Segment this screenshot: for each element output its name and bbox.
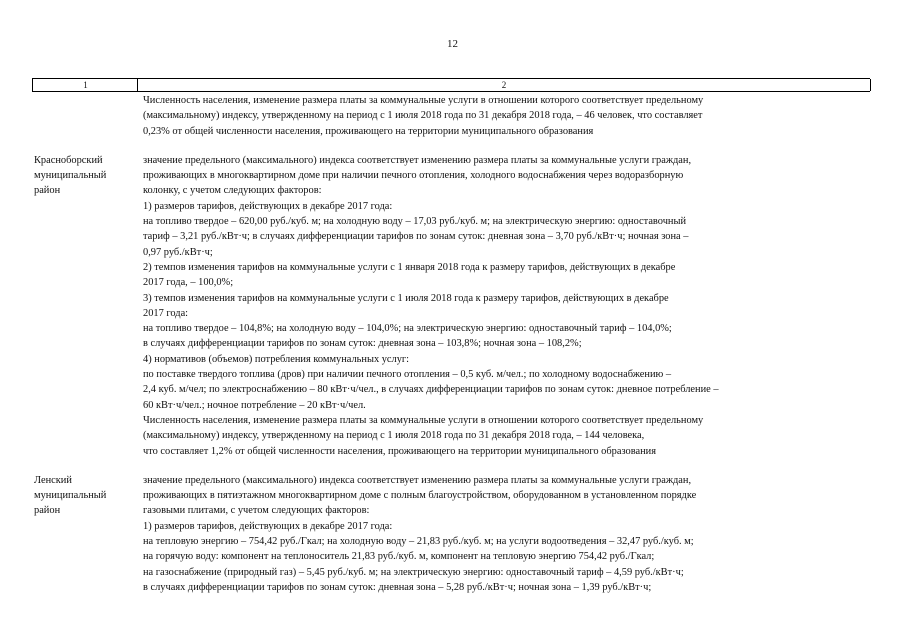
column-header-1: 1: [32, 79, 138, 91]
column-header-2: 2: [137, 79, 871, 91]
table-row: [32, 93, 870, 139]
text-line: на горячую воду: компонент на теплоноситель 21,83 руб./куб. м, компонент на тепловую энергию 754,42 руб./Гкал;: [143, 551, 655, 563]
text-line: 2) темпов изменения тарифов на коммунальные услуги с 1 января 2018 года к размеру тарифов, действующих в декабре: [143, 261, 676, 273]
text-line: 2017 года:: [143, 307, 189, 319]
text-line: тариф – 3,21 руб./кВт·ч; в случаях дифференциации тарифов по зонам суток: дневная зона – 3,70 руб./кВт·ч; ночная зона –: [143, 231, 689, 243]
text-line: значение предельного (максимального) индекса соответствует изменению размера платы за коммунальные услуги граждан,: [143, 154, 692, 166]
text-line: 0,97 руб./кВт·ч;: [143, 246, 213, 258]
text-line: Численность населения, изменение размера платы за коммунальные услуги в отношении которого соответствует предельному: [143, 414, 704, 426]
table-header-row: [32, 78, 870, 92]
table-body: [32, 93, 870, 609]
text-line: Численность населения, изменение размера платы за коммунальные услуги в отношении которого соответствует предельному: [143, 95, 704, 106]
text-line: 60 кВт·ч/чел.; ночное потребление – 20 кВт·ч/чел.: [143, 399, 366, 411]
text-line: на топливо твердое – 104,8%; на холодную воду – 104,0%; на электрическую энергию: одноставочный тариф – 104,0%;: [143, 323, 672, 335]
text-line: 3) темпов изменения тарифов на коммунальные услуги с 1 июля 2018 года к размеру тарифов, действующих в декабре: [143, 292, 669, 304]
text-line: что составляет 1,2% от общей численности населения, проживающего на территории муниципального образования: [143, 445, 656, 457]
text-line: на тепловую энергию – 754,42 руб./Гкал; на холодную воду – 21,83 руб./куб. м; на услуги водоотведения – 32,47 руб./куб. м;: [143, 536, 694, 548]
text-line: 2,4 куб. м/чел; по электроснабжению – 80 кВт·ч/чел., в случаях дифференциации тарифов по зонам суток: дневное потребление –: [143, 384, 719, 396]
text-line: на газоснабжение (природный газ) – 5,45 руб./куб. м; на электрическую энергию: одноставочный тариф – 4,59 руб./кВт·ч;: [143, 566, 684, 578]
text-line: значение предельного (максимального) индекса соответствует изменению размера платы за коммунальные услуги граждан,: [143, 474, 692, 486]
row-content: [143, 93, 870, 139]
row-content: [143, 473, 870, 595]
page-number: 12: [447, 38, 458, 50]
text-line: колонку, с учетом следующих факторов:: [143, 185, 322, 197]
table-row: [32, 473, 870, 595]
text-line: проживающих в пятиэтажном многоквартирном доме с полным благоустройством, оборудованном в установленном порядке: [143, 490, 697, 502]
text-line: проживающих в многоквартирном доме при наличии печного отопления, холодного водоснабжения через водоразборную: [143, 170, 684, 182]
table-row: [32, 153, 870, 459]
text-line: в случаях дифференциации тарифов по зонам суток: дневная зона – 5,28 руб./кВт·ч; ночная зона – 1,39 руб./кВт·ч;: [143, 581, 652, 593]
text-line: 4) нормативов (объемов) потребления коммунальных услуг:: [143, 353, 410, 365]
text-line: на топливо твердое – 620,00 руб./куб. м; на холодную воду – 17,03 руб./куб. м; на электрическую энергию: одноставочный: [143, 216, 687, 228]
text-line: газовыми плитами, с учетом следующих факторов:: [143, 505, 370, 517]
row-content: [143, 153, 870, 459]
text-line: 1) размеров тарифов, действующих в декабре 2017 года:: [143, 200, 393, 212]
district-name: Ленский муниципальный район: [34, 474, 107, 517]
text-line: 2017 года, – 100,0%;: [143, 277, 234, 289]
text-line: (максимальному) индексу, утвержденному на период с 1 июля 2018 года по 31 декабря 2018 года, – 46 человек, что составляет: [143, 110, 703, 122]
text-line: по поставке твердого топлива (дров) при наличии печного отопления – 0,5 куб. м/чел.; по холодному водоснабжению –: [143, 369, 672, 381]
text-line: (максимальному) индексу, утвержденному на период с 1 июля 2018 года по 31 декабря 2018 года, – 144 человека,: [143, 430, 645, 442]
district-name: Красноборский муниципальный район: [34, 154, 107, 197]
text-line: 0,23% от общей численности населения, проживающего на территории муниципального образования: [143, 125, 594, 137]
text-line: 1) размеров тарифов, действующих в декабре 2017 года:: [143, 520, 393, 532]
text-line: в случаях дифференциации тарифов по зонам суток: дневная зона – 103,8%; ночная зона – 108,2%;: [143, 338, 582, 350]
